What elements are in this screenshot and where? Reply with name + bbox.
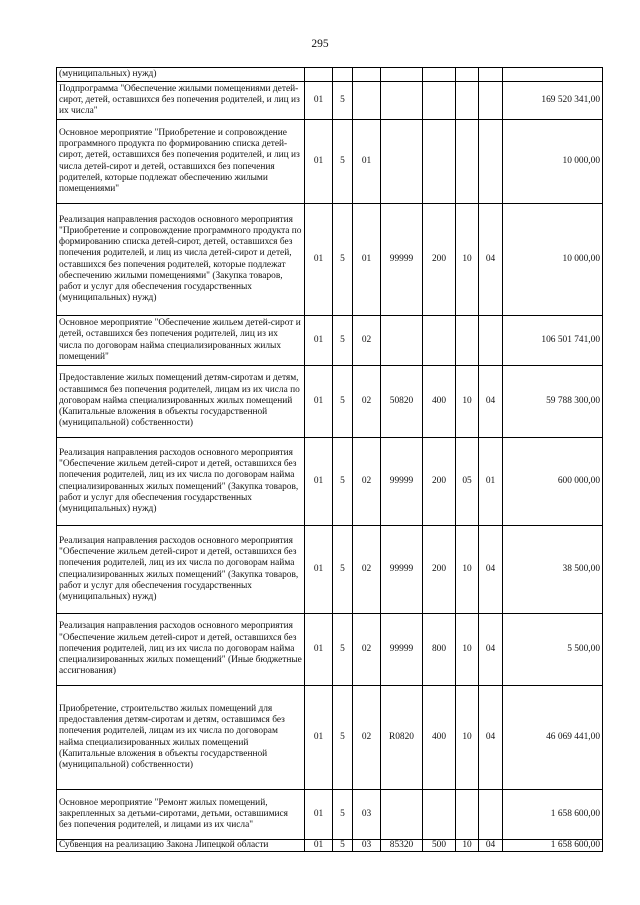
code-expense-type: 200 — [423, 526, 456, 614]
code-subprogram — [333, 68, 353, 82]
code-direction — [381, 316, 423, 366]
code-subsection: 04 — [479, 840, 503, 852]
code-section: 10 — [456, 526, 479, 614]
code-direction: 99999 — [381, 438, 423, 526]
row-amount: 10 000,00 — [503, 120, 603, 204]
code-direction: 99999 — [381, 204, 423, 316]
row-amount: 46 069 441,00 — [503, 686, 603, 790]
code-expense-type — [423, 82, 456, 120]
row-name: Приобретение, строительство жилых помещений для предоставления детям-сиротам и детям, оставшимся без попечения родителей, лицам из их числа по договорам найма специализированных жилых помещений (Капитальные вложения в объекты государственной (муниципальной) собственности) — [57, 686, 305, 790]
code-program: 01 — [305, 526, 333, 614]
code-activity: 02 — [353, 438, 381, 526]
code-direction: 99999 — [381, 526, 423, 614]
code-subsection: 04 — [479, 204, 503, 316]
code-direction — [381, 82, 423, 120]
code-section: 10 — [456, 366, 479, 438]
code-subsection — [479, 316, 503, 366]
code-expense-type: 200 — [423, 438, 456, 526]
code-subsection — [479, 68, 503, 82]
code-activity: 01 — [353, 120, 381, 204]
code-program: 01 — [305, 840, 333, 852]
code-activity — [353, 68, 381, 82]
code-section: 10 — [456, 204, 479, 316]
code-subprogram: 5 — [333, 526, 353, 614]
code-activity: 03 — [353, 790, 381, 840]
row-name: Реализация направления расходов основного мероприятия "Обеспечение жильем детей-сирот и детей, оставшихся без попечения родителей, лиц из их числа по договорам найма специализированных жилых помещений" (Иные бюджетные ассигнования) — [57, 614, 305, 686]
code-direction: 99999 — [381, 614, 423, 686]
table-row — [57, 840, 603, 852]
code-activity: 02 — [353, 316, 381, 366]
code-expense-type: 400 — [423, 366, 456, 438]
row-amount: 38 500,00 — [503, 526, 603, 614]
code-section — [456, 316, 479, 366]
code-direction: 85320 — [381, 840, 423, 852]
code-expense-type — [423, 68, 456, 82]
row-amount: 59 788 300,00 — [503, 366, 603, 438]
row-name: Предоставление жилых помещений детям-сиротам и детям, оставшимся без попечения родителей, лицам из их числа по договорам найма специализированных жилых помещений (Капитальные вложения в объекты государственной (муниципальной) собственности) — [57, 366, 305, 438]
code-expense-type — [423, 120, 456, 204]
row-amount: 169 520 341,00 — [503, 82, 603, 120]
code-subprogram: 5 — [333, 840, 353, 852]
row-name: Подпрограмма "Обеспечение жилыми помещениями детей-сирот, детей, оставшихся без попечения родителей, и лиц из их числа" — [57, 82, 305, 120]
code-subsection: 01 — [479, 438, 503, 526]
row-amount: 1 658 600,00 — [503, 790, 603, 840]
row-name: Реализация направления расходов основного мероприятия "Приобретение и сопровождение программного продукта по формированию списка детей-сирот, детей, оставшихся без попечения родителей, и лиц из числа детей-сирот и детей, оставшихся без попечения родителей, которые подлежат обеспечению жилыми помещениями" (Закупка товаров, работ и услуг для обеспечения государственных (муниципальных) нужд) — [57, 204, 305, 316]
table-row — [57, 120, 603, 204]
row-name: Субвенция на реализацию Закона Липецкой области — [57, 840, 305, 852]
code-expense-type: 200 — [423, 204, 456, 316]
code-section: 10 — [456, 840, 479, 852]
code-program: 01 — [305, 366, 333, 438]
code-subprogram: 5 — [333, 438, 353, 526]
code-program: 01 — [305, 204, 333, 316]
code-program: 01 — [305, 316, 333, 366]
code-subprogram: 5 — [333, 614, 353, 686]
row-name: Реализация направления расходов основного мероприятия "Обеспечение жильем детей-сирот и детей, оставшихся без попечения родителей, лиц из их числа по договорам найма специализированных жилых помещений" (Закупка товаров, работ и услуг для обеспечения государственных (муниципальных) нужд) — [57, 438, 305, 526]
code-subprogram: 5 — [333, 366, 353, 438]
code-subprogram: 5 — [333, 120, 353, 204]
code-activity: 02 — [353, 614, 381, 686]
code-program: 01 — [305, 82, 333, 120]
code-subsection: 04 — [479, 366, 503, 438]
page-number: 295 — [311, 38, 329, 50]
code-activity — [353, 82, 381, 120]
table-row — [57, 204, 603, 316]
code-program: 01 — [305, 120, 333, 204]
code-subprogram: 5 — [333, 686, 353, 790]
code-direction: 50820 — [381, 366, 423, 438]
table-row — [57, 82, 603, 120]
row-name: Основное мероприятие "Обеспечение жильем детей-сирот и детей, оставшихся без попечения родителей, лиц из их числа по договорам найма специализированных жилых помещений" — [57, 316, 305, 366]
code-section — [456, 68, 479, 82]
row-amount: 5 500,00 — [503, 614, 603, 686]
row-name: (муниципальных) нужд) — [57, 68, 305, 82]
row-amount: 10 000,00 — [503, 204, 603, 316]
code-subsection — [479, 120, 503, 204]
code-subprogram: 5 — [333, 82, 353, 120]
code-direction — [381, 120, 423, 204]
code-subsection: 04 — [479, 686, 503, 790]
row-amount: 106 501 741,00 — [503, 316, 603, 366]
row-name: Основное мероприятие "Приобретение и сопровождение программного продукта по формированию списка детей-сирот, детей, оставшихся без попечения родителей, и лиц из числа детей-сирот и детей, оставшихся без попечения родителей, которые подлежат обеспечению жилыми помещениями" — [57, 120, 305, 204]
row-amount: 1 658 600,00 — [503, 840, 603, 852]
table-row — [57, 316, 603, 366]
code-subprogram: 5 — [333, 790, 353, 840]
table-row — [57, 614, 603, 686]
code-activity: 02 — [353, 366, 381, 438]
code-program: 01 — [305, 614, 333, 686]
code-activity: 02 — [353, 526, 381, 614]
code-subprogram: 5 — [333, 204, 353, 316]
table-body — [57, 68, 603, 852]
code-activity: 03 — [353, 840, 381, 852]
table-row — [57, 526, 603, 614]
table-row — [57, 68, 603, 82]
budget-table — [56, 67, 603, 852]
code-expense-type: 500 — [423, 840, 456, 852]
code-section: 05 — [456, 438, 479, 526]
code-subsection — [479, 82, 503, 120]
row-amount — [503, 68, 603, 82]
code-section — [456, 82, 479, 120]
code-direction — [381, 790, 423, 840]
table-row — [57, 366, 603, 438]
row-name: Реализация направления расходов основного мероприятия "Обеспечение жильем детей-сирот и детей, оставшихся без попечения родителей, лиц из их числа по договорам найма специализированных жилых помещений" (Закупка товаров, работ и услуг для обеспечения государственных (муниципальных) нужд) — [57, 526, 305, 614]
code-section — [456, 120, 479, 204]
code-expense-type — [423, 790, 456, 840]
code-section: 10 — [456, 686, 479, 790]
code-program: 01 — [305, 790, 333, 840]
code-program: 01 — [305, 686, 333, 790]
code-subsection: 04 — [479, 526, 503, 614]
row-amount: 600 000,00 — [503, 438, 603, 526]
code-activity: 02 — [353, 686, 381, 790]
code-expense-type: 800 — [423, 614, 456, 686]
code-program — [305, 68, 333, 82]
table-row — [57, 790, 603, 840]
code-subprogram: 5 — [333, 316, 353, 366]
code-expense-type — [423, 316, 456, 366]
code-program: 01 — [305, 438, 333, 526]
code-subsection: 04 — [479, 614, 503, 686]
code-expense-type: 400 — [423, 686, 456, 790]
table-row — [57, 438, 603, 526]
code-subsection — [479, 790, 503, 840]
code-activity: 01 — [353, 204, 381, 316]
code-section: 10 — [456, 614, 479, 686]
code-section — [456, 790, 479, 840]
code-direction: R0820 — [381, 686, 423, 790]
row-name: Основное мероприятие "Ремонт жилых помещений, закрепленных за детьми-сиротами, детьми, оставшимися без попечения родителей, и лицами из их числа" — [57, 790, 305, 840]
code-direction — [381, 68, 423, 82]
table-row — [57, 686, 603, 790]
